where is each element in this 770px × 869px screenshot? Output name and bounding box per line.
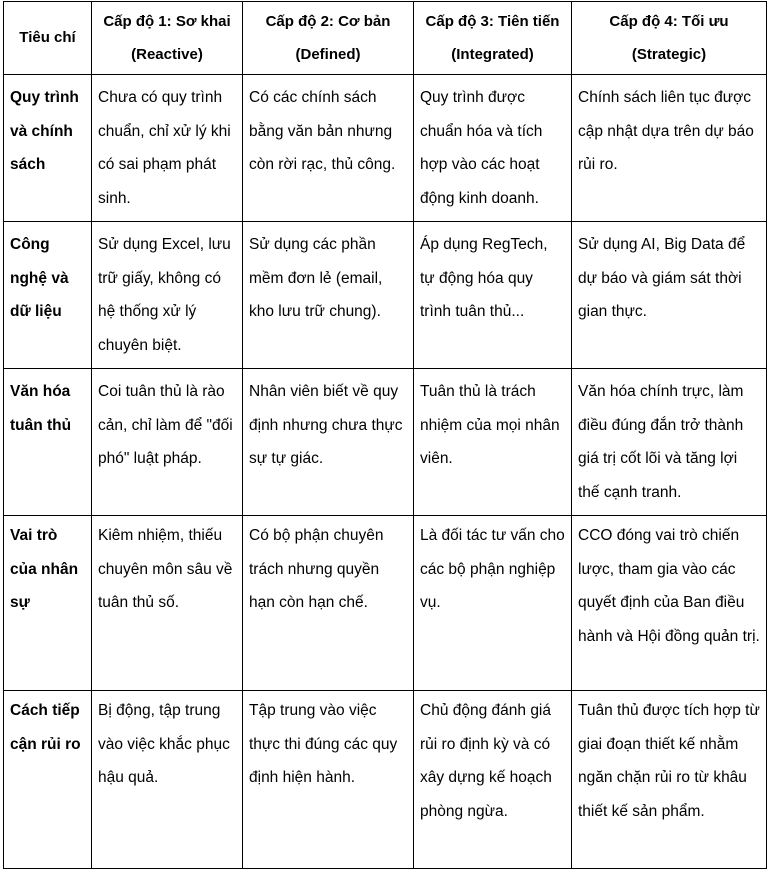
header-level-2-subtitle: (Defined) [295, 46, 361, 63]
table-row [4, 691, 767, 869]
header-criteria: Tiêu chí [4, 2, 92, 75]
header-level-3-title: Cấp độ 3: Tiên tiến [425, 12, 560, 30]
table-cell: Nhân viên biết về quy định nhưng chưa thực sự tự giác. [243, 369, 414, 516]
table-cell: Tập trung vào việc thực thi đúng các quy định hiện hành. [243, 691, 414, 869]
table-cell: Văn hóa chính trực, làm điều đúng đắn trở thành giá trị cốt lõi và tăng lợi thế cạnh tranh. [572, 369, 767, 516]
row-criteria: Cách tiếp cận rủi ro [4, 691, 92, 869]
table-row [4, 369, 767, 516]
header-level-1-title: Cấp độ 1: Sơ khai [103, 12, 231, 30]
header-level-2 [243, 2, 414, 75]
table-cell: Bị động, tập trung vào việc khắc phục hậu quả. [92, 691, 243, 869]
table-cell: Tuân thủ được tích hợp từ giai đoạn thiết kế nhằm ngăn chặn rủi ro từ khâu thiết kế sản phẩm. [572, 691, 767, 869]
row-criteria: Vai trò của nhân sự [4, 516, 92, 691]
table-row [4, 516, 767, 691]
table-cell: Áp dụng RegTech, tự động hóa quy trình tuân thủ... [414, 222, 572, 369]
table-cell: Chưa có quy trình chuẩn, chỉ xử lý khi có sai phạm phát sinh. [92, 75, 243, 222]
header-level-4-subtitle: (Strategic) [631, 46, 707, 63]
table-cell: Có bộ phận chuyên trách nhưng quyền hạn còn hạn chế. [243, 516, 414, 691]
row-criteria: Quy trình và chính sách [4, 75, 92, 222]
header-level-1 [92, 2, 243, 75]
header-level-3 [414, 2, 572, 75]
table-cell: Chính sách liên tục được cập nhật dựa trên dự báo rủi ro. [572, 75, 767, 222]
row-criteria: Văn hóa tuân thủ [4, 369, 92, 516]
table-cell: Tuân thủ là trách nhiệm của mọi nhân viên. [414, 369, 572, 516]
header-level-3-subtitle: (Integrated) [451, 46, 534, 63]
table-cell: Là đối tác tư vấn cho các bộ phận nghiệp vụ. [414, 516, 572, 691]
header-level-4 [572, 2, 767, 75]
table-cell: CCO đóng vai trò chiến lược, tham gia vào các quyết định của Ban điều hành và Hội đồng quản trị. [572, 516, 767, 691]
table-cell: Có các chính sách bằng văn bản nhưng còn rời rạc, thủ công. [243, 75, 414, 222]
table-cell: Quy trình được chuẩn hóa và tích hợp vào các hoạt động kinh doanh. [414, 75, 572, 222]
table-cell: Coi tuân thủ là rào cản, chỉ làm để "đối phó" luật pháp. [92, 369, 243, 516]
table-cell: Chủ động đánh giá rủi ro định kỳ và có xây dựng kế hoạch phòng ngừa. [414, 691, 572, 869]
table-cell: Sử dụng các phần mềm đơn lẻ (email, kho lưu trữ chung). [243, 222, 414, 369]
table-cell: Kiêm nhiệm, thiếu chuyên môn sâu về tuân thủ số. [92, 516, 243, 691]
header-level-2-title: Cấp độ 2: Cơ bản [265, 12, 391, 30]
table-cell: Sử dụng Excel, lưu trữ giấy, không có hệ thống xử lý chuyên biệt. [92, 222, 243, 369]
table-cell: Sử dụng AI, Big Data để dự báo và giám sát thời gian thực. [572, 222, 767, 369]
header-row [4, 2, 767, 75]
table-row [4, 222, 767, 369]
maturity-table [3, 1, 767, 869]
table-row [4, 75, 767, 222]
header-level-4-title: Cấp độ 4: Tối ưu [609, 12, 729, 30]
header-level-1-subtitle: (Reactive) [131, 46, 203, 63]
row-criteria: Công nghệ và dữ liệu [4, 222, 92, 369]
